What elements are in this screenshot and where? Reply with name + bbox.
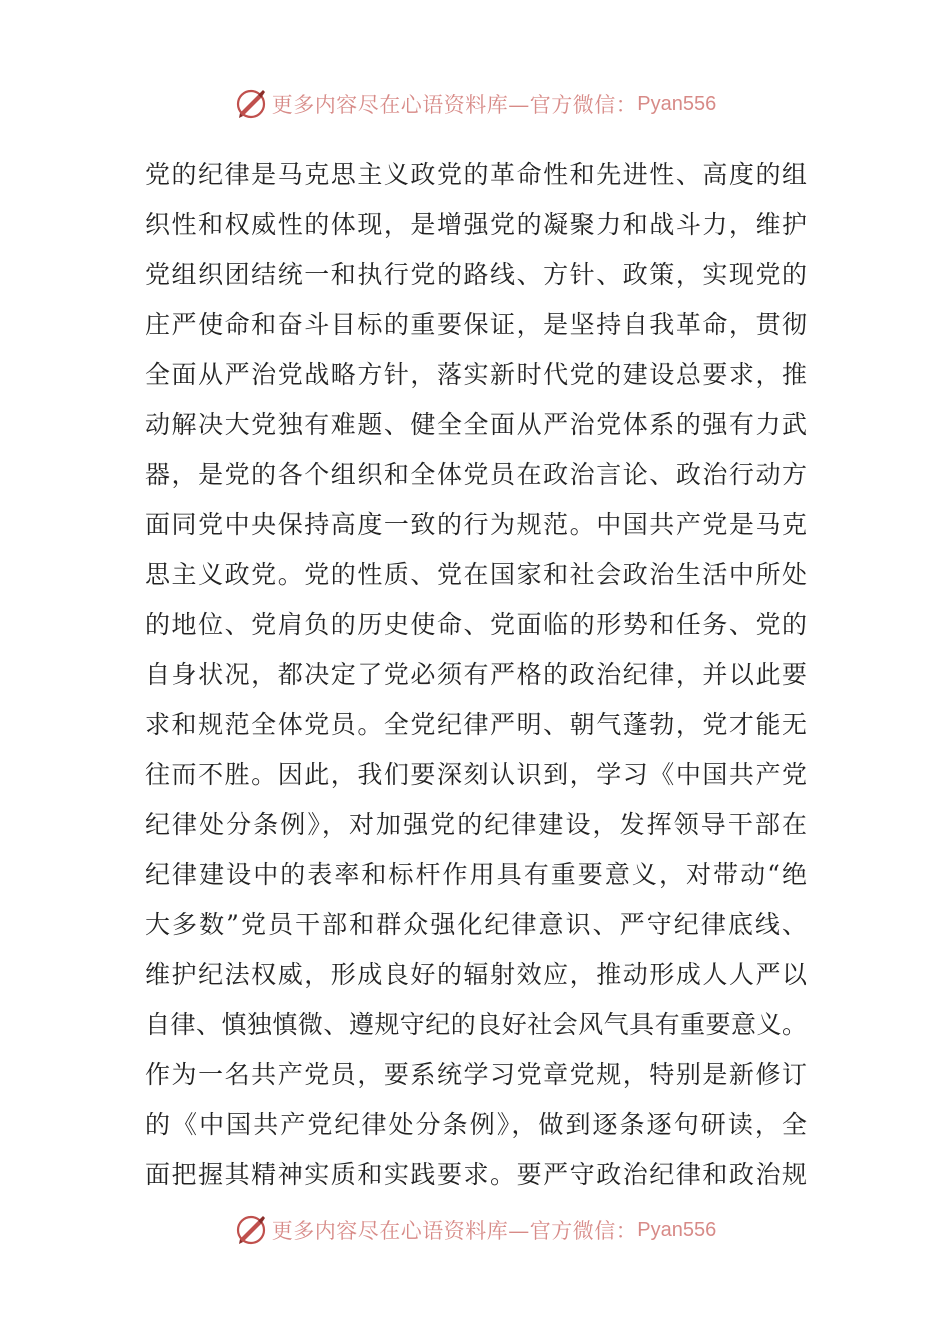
document-body bbox=[145, 150, 807, 1200]
body-line: 作为一名共产党员，要系统学习党章党规，特别是新修订 bbox=[145, 1060, 807, 1089]
watermark-wechat-id: Pyan556 bbox=[637, 92, 717, 115]
watermark-wechat-id: Pyan556 bbox=[637, 1218, 717, 1241]
body-line: 的地位、党肩负的历史使命、党面临的形势和任务、党的 bbox=[145, 610, 807, 639]
body-line: 面同党中央保持高度一致的行为规范。中国共产党是马克 bbox=[145, 510, 807, 539]
footer-watermark bbox=[0, 1210, 950, 1250]
body-line: 党的纪律是马克思主义政党的革命性和先进性、高度的组 bbox=[145, 160, 807, 189]
body-line: 自律、慎独慎微、遵规守纪的良好社会风气具有重要意义。 bbox=[145, 1010, 807, 1039]
body-line: 维护纪法权威，形成良好的辐射效应，推动形成人人严以 bbox=[145, 960, 807, 989]
body-line: 全面从严治党战略方针，落实新时代党的建设总要求，推 bbox=[145, 360, 807, 389]
body-line: 思主义政党。党的性质、党在国家和社会政治生活中所处 bbox=[145, 560, 807, 589]
body-line: 党组织团结统一和执行党的路线、方针、政策，实现党的 bbox=[145, 260, 807, 289]
body-line: 纪律处分条例》，对加强党的纪律建设，发挥领导干部在 bbox=[145, 810, 807, 839]
body-line: 庄严使命和奋斗目标的重要保证，是坚持自我革命，贯彻 bbox=[145, 310, 807, 339]
body-line: 往而不胜。因此，我们要深刻认识到，学习《中国共产党 bbox=[145, 760, 807, 789]
watermark-text: 更多内容尽在心语资料库—官方微信： bbox=[271, 1219, 638, 1243]
body-line: 织性和权威性的体现，是增强党的凝聚力和战斗力，维护 bbox=[145, 210, 807, 239]
body-line: 动解决大党独有难题、健全全面从严治党体系的强有力武 bbox=[145, 410, 807, 439]
pen-logo-icon bbox=[234, 87, 268, 121]
body-line: 自身状况，都决定了党必须有严格的政治纪律，并以此要 bbox=[145, 660, 807, 689]
pen-logo-icon bbox=[234, 1213, 268, 1247]
body-line: 的《中国共产党纪律处分条例》，做到逐条逐句研读，全 bbox=[145, 1110, 807, 1139]
body-line: 纪律建设中的表率和标杆作用具有重要意义，对带动“绝 bbox=[145, 860, 807, 889]
watermark-text: 更多内容尽在心语资料库—官方微信： bbox=[271, 93, 638, 117]
body-line: 面把握其精神实质和实践要求。要严守政治纪律和政治规 bbox=[145, 1160, 807, 1189]
body-line: 大多数”党员干部和群众强化纪律意识、严守纪律底线、 bbox=[145, 910, 807, 939]
header-watermark bbox=[0, 84, 950, 124]
body-line: 器，是党的各个组织和全体党员在政治言论、政治行动方 bbox=[145, 460, 807, 489]
body-line: 求和规范全体党员。全党纪律严明、朝气蓬勃，党才能无 bbox=[145, 710, 807, 739]
